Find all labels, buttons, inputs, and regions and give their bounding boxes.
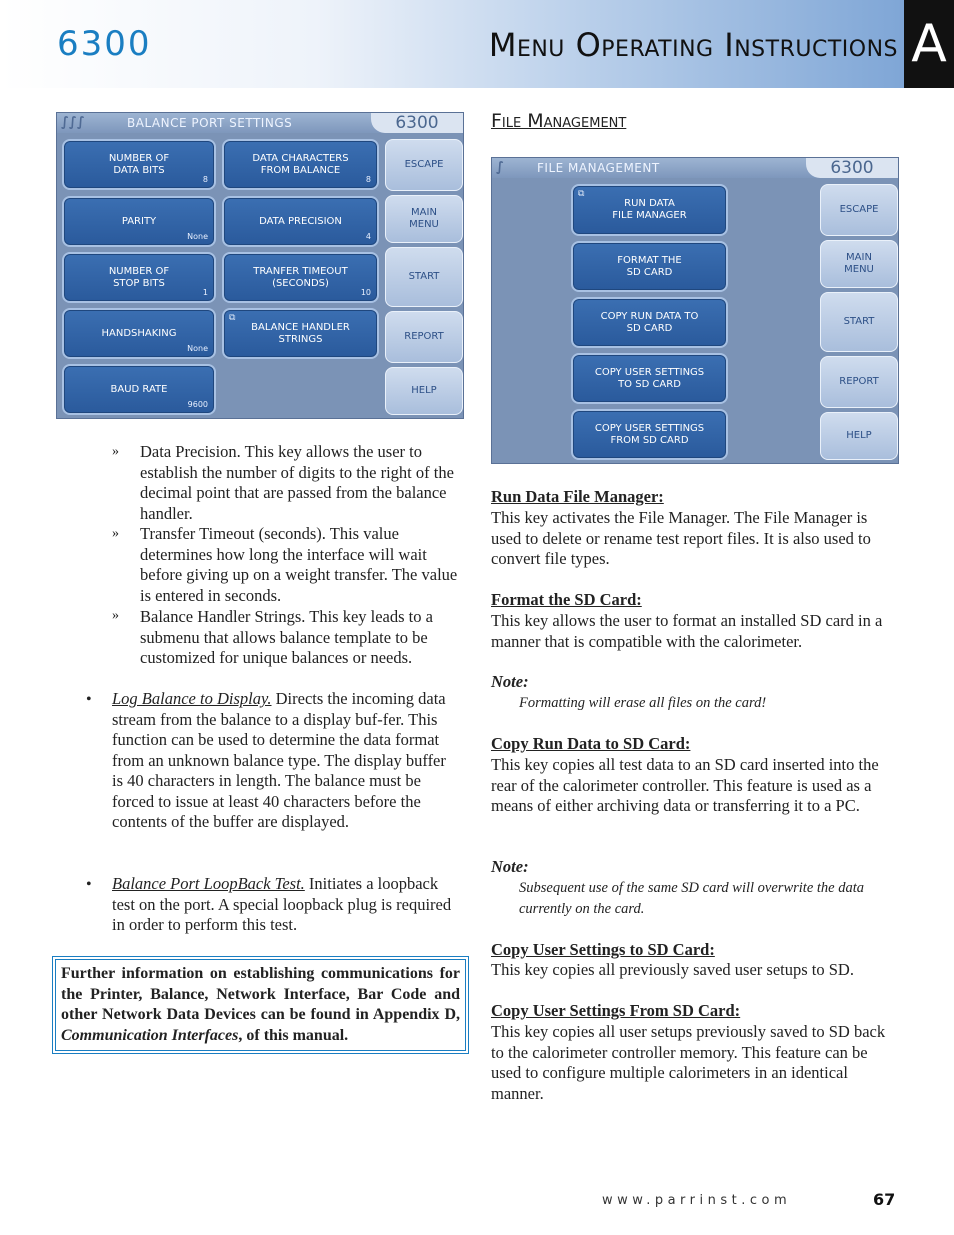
sub-bullet-marker: » [112, 444, 119, 459]
button-value: None [187, 344, 208, 353]
button-value: 9600 [187, 400, 208, 409]
note-label: Note: [491, 672, 529, 691]
screen-title: FILE MANAGEMENT [537, 161, 660, 175]
copy-user-settings-to-sd-button[interactable]: COPY USER SETTINGS TO SD CARD [571, 353, 728, 404]
copy-run-data-heading: Copy Run Data to SD Card: [491, 734, 691, 753]
note-format-warning: Formatting will erase all files on the card! [519, 695, 767, 711]
sub-bullet-transfer-timeout: Transfer Timeout (seconds). This value determines how long the interface will wait before giving up on a weight transfer. The value is entered in seconds. [140, 524, 458, 605]
sub-bullet-balance-handler: Balance Handler Strings. This key leads to a submenu that allows balance template to be customized for unique balances or needs. [140, 607, 433, 667]
copy-user-settings-to-sd-text: This key copies all previously saved user setups to SD. [491, 960, 854, 979]
screen-title: BALANCE PORT SETTINGS [127, 116, 293, 130]
logo-icon: ∫∫∫ [61, 115, 85, 130]
main-menu-button[interactable]: MAIN MENU [820, 240, 898, 288]
format-sd-card-button[interactable]: FORMAT THE SD CARD [571, 241, 728, 292]
footer-url: www.parrinst.com [602, 1193, 792, 1208]
balance-port-settings-screen [56, 112, 464, 419]
escape-button[interactable]: ESCAPE [820, 184, 898, 236]
copy-run-data-text: This key copies all test data to an SD card inserted into the rear of the calorimeter controller. This feature is used as a means of either archiving data or transferring it to a PC. [491, 755, 879, 815]
start-button[interactable]: START [820, 292, 898, 352]
button-value: 8 [365, 175, 371, 184]
parity-button[interactable]: PARITY None [62, 196, 216, 247]
copy-run-data-button[interactable]: COPY RUN DATA TO SD CARD [571, 297, 728, 348]
info-text: Further information on establishing communications for the Printer, Balance, Network Interface, Bar Code and other Network Data Devices can be found in Appendix D, [61, 965, 460, 1023]
submenu-icon: ⧉ [229, 313, 236, 323]
bullet-log-balance [112, 689, 454, 833]
bullet-marker: • [86, 876, 92, 893]
number-of-stop-bits-button[interactable]: NUMBER OF STOP BITS 1 [62, 252, 216, 303]
screen-model: 6300 [806, 158, 898, 178]
start-button[interactable]: START [385, 247, 463, 307]
main-menu-button[interactable]: MAIN MENU [385, 195, 463, 243]
bullet-loopback-test [112, 874, 454, 936]
sub-bullet-marker: » [112, 608, 119, 623]
run-data-file-manager-heading: Run Data File Manager: [491, 487, 664, 506]
report-button[interactable]: REPORT [820, 356, 898, 408]
transfer-timeout-button[interactable]: TRANFER TIMEOUT (SECONDS) 10 [222, 252, 379, 303]
run-data-file-manager-button[interactable]: ⧉ RUN DATA FILE MANAGER [571, 184, 728, 236]
report-button[interactable]: REPORT [385, 311, 463, 363]
appendix-tab: A [904, 0, 954, 88]
balance-handler-strings-button[interactable]: ⧉ BALANCE HANDLER STRINGS [222, 308, 379, 359]
number-of-data-bits-button[interactable]: NUMBER OF DATA BITS 8 [62, 139, 216, 190]
section-title: Menu Operating Instructions [488, 26, 898, 64]
format-sd-card-heading: Format the SD Card: [491, 590, 642, 609]
copy-user-settings-from-sd-text: This key copies all user setups previously saved to SD back to the calorimeter controller memory. This feature can be used to configure multiple calorimeters in an identical manner. [491, 1022, 886, 1103]
copy-user-settings-from-sd-button[interactable]: COPY USER SETTINGS FROM SD CARD [571, 409, 728, 460]
log-balance-text: Directs the incoming data stream from the balance to a display buf-fer. This function can be used to determine the data format from an unknown balance type. The display buffer is 40 characters in length. The balance must be forced to issue at least 40 characters before the contents of the buffer are displayed. [112, 689, 446, 831]
info-italic: Communication Interfaces [61, 1026, 239, 1044]
bullet-marker: • [86, 691, 92, 708]
button-value: None [187, 232, 208, 241]
copy-user-settings-from-sd-heading: Copy User Settings From SD Card: [491, 1001, 741, 1020]
format-sd-card-text: This key allows the user to format an installed SD card in a manner that is compatible with the calorimeter. [491, 611, 883, 651]
info-box [55, 959, 466, 1051]
help-button[interactable]: HELP [385, 367, 463, 415]
submenu-icon: ⧉ [578, 189, 585, 199]
escape-button[interactable]: ESCAPE [385, 139, 463, 191]
screen-model: 6300 [371, 113, 463, 133]
help-button[interactable]: HELP [820, 412, 898, 460]
sub-bullet-data-precision: Data Precision. This key allows the user to establish the number of digits to the right of the decimal point that are passed from the balance handler. [140, 442, 454, 523]
model-number: 6300 [57, 24, 152, 64]
baud-rate-button[interactable]: BAUD RATE 9600 [62, 364, 216, 415]
sub-bullet-marker: » [112, 526, 119, 541]
file-management-heading: File Management [491, 110, 627, 132]
page-number: 67 [873, 1190, 896, 1209]
note-label: Note: [491, 857, 529, 876]
copy-user-settings-to-sd-heading: Copy User Settings to SD Card: [491, 940, 715, 959]
handshaking-button[interactable]: HANDSHAKING None [62, 308, 216, 359]
file-management-screen [491, 157, 899, 464]
info-text-end: , of this manual. [238, 1026, 349, 1044]
button-value: 8 [202, 175, 208, 184]
data-characters-button[interactable]: DATA CHARACTERS FROM BALANCE 8 [222, 139, 379, 190]
loopback-text: Initiates a loopback test on the port. A special loopback plug is required in order to perform this test. [112, 874, 452, 934]
button-value: 4 [365, 232, 371, 241]
log-balance-title: Log Balance to Display. [112, 689, 272, 708]
data-precision-button[interactable]: DATA PRECISION 4 [222, 196, 379, 247]
button-value: 1 [202, 288, 208, 297]
button-value: 10 [360, 288, 371, 297]
logo-icon: ∫ [496, 160, 504, 175]
run-data-file-manager-text: This key activates the File Manager. The File Manager is used to delete or rename test report files. It is also used to convert file types. [491, 508, 871, 568]
note-overwrite-warning: Subsequent use of the same SD card will overwrite the data currently on the card. [519, 880, 864, 917]
loopback-title: Balance Port LoopBack Test. [112, 874, 305, 893]
